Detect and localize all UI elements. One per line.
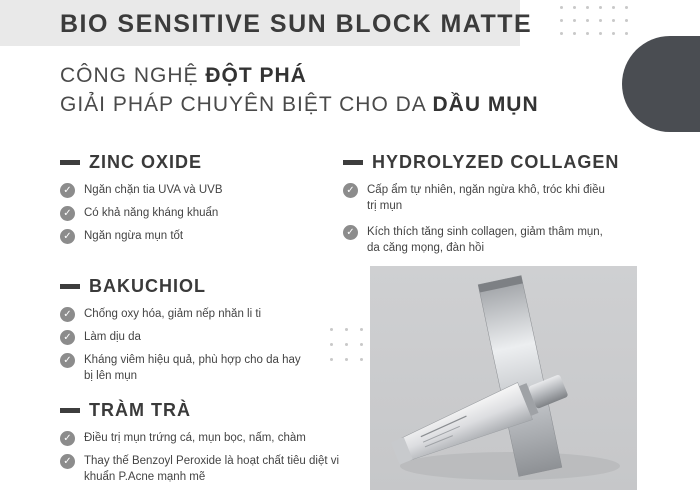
item-text: Kháng viêm hiệu quả, phù hợp cho da hay bị lên mụn [84,354,301,382]
list-item [343,224,613,256]
item-text: Kích thích tăng sinh collagen, giảm thâm mụn, da căng mọng, đàn hồi [367,226,603,254]
check-circle-icon: ✓ [60,307,75,322]
check-circle-icon: ✓ [60,353,75,368]
section-zinc-oxide [60,150,320,251]
product-illustration [370,266,637,490]
decorative-half-circle [622,36,700,132]
item-text: Làm dịu da [84,331,141,343]
check-circle-icon: ✓ [343,225,358,240]
list-item [60,205,320,221]
list-item [60,306,305,322]
section-hydrolyzed-collagen [343,150,643,266]
section-tram-tra [60,398,360,492]
check-circle-icon: ✓ [60,431,75,446]
check-circle-icon: ✓ [60,229,75,244]
tagline-line-2 [60,93,539,117]
dash-icon [60,408,80,413]
item-text: Có khả năng kháng khuẩn [84,207,219,219]
product-photo [370,266,637,490]
tagline-line-1 [60,64,307,88]
check-circle-icon: ✓ [60,454,75,469]
decorative-dot-grid [560,6,628,35]
tagline-1-text: CÔNG NGHỆ [60,64,206,87]
section-title: BAKUCHIOL [89,275,206,296]
list-item [60,352,305,384]
tagline-2-text: GIẢI PHÁP CHUYÊN BIỆT CHO DA [60,93,433,116]
list-item [60,453,350,485]
page-title: BIO SENSITIVE SUN BLOCK MATTE [60,10,533,38]
check-circle-icon: ✓ [343,183,358,198]
section-title: HYDROLYZED COLLAGEN [372,151,620,172]
section-title: TRÀM TRÀ [89,399,191,420]
item-text: Ngăn ngừa mụn tốt [84,230,184,242]
list-item [60,182,320,198]
list-item [60,329,305,345]
item-text: Ngăn chặn tia UVA và UVB [84,184,223,196]
dash-icon [60,160,80,165]
tagline-2-highlight: DẦU MỤN [432,93,539,116]
item-text: Thay thế Benzoyl Peroxide là hoạt chất tiêu diệt vi khuẩn P.Acne mạnh mẽ [84,455,340,483]
item-text: Cấp ẩm tự nhiên, ngăn ngừa khô, tróc khi điều trị mụn [367,184,605,212]
list-item [60,228,320,244]
section-bakuchiol [60,274,320,391]
dash-icon [60,284,80,289]
tagline-1-highlight: ĐỘT PHÁ [205,64,307,87]
list-item [343,182,613,214]
check-circle-icon: ✓ [60,206,75,221]
check-circle-icon: ✓ [60,183,75,198]
section-title: ZINC OXIDE [89,151,203,172]
list-item [60,430,350,446]
item-text: Chống oxy hóa, giảm nếp nhăn li ti [84,308,262,320]
item-text: Điều trị mụn trứng cá, mụn bọc, nấm, chàm [84,432,306,444]
dash-icon [343,160,363,165]
check-circle-icon: ✓ [60,330,75,345]
